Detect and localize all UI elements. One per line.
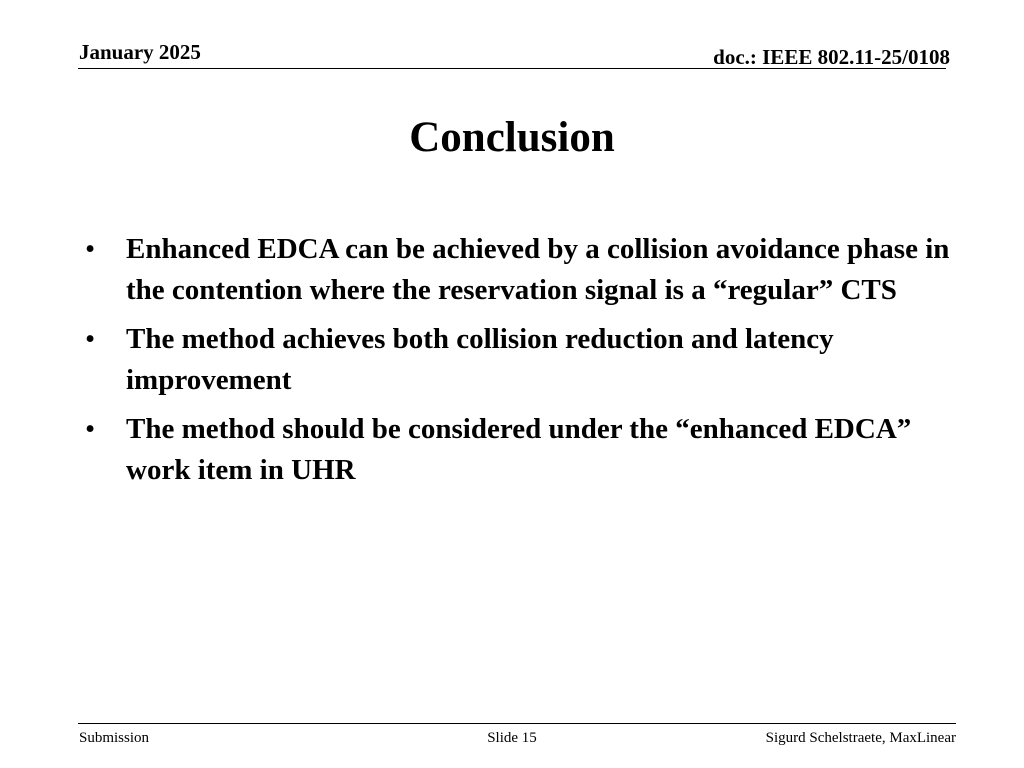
footer-slide-number: Slide 15 bbox=[487, 730, 537, 746]
bullet-text: The method should be considered under the “enhanced EDCA” work item in UHR bbox=[126, 413, 912, 486]
bullet-item bbox=[85, 409, 955, 491]
footer-submission: Submission bbox=[79, 730, 150, 746]
bullet-item bbox=[85, 319, 955, 401]
footer-author: Sigurd Schelstraete, MaxLinear bbox=[765, 730, 956, 746]
bullet-text: The method achieves both collision reduction and latency improvement bbox=[126, 323, 834, 396]
slide-title: Conclusion bbox=[409, 114, 615, 161]
bullet-dot-icon: • bbox=[85, 413, 96, 445]
header-divider bbox=[78, 68, 946, 69]
footer-divider bbox=[78, 723, 956, 724]
bullet-dot-icon: • bbox=[85, 233, 96, 265]
bullet-text: Enhanced EDCA can be achieved by a collision avoidance phase in the contention where the reservation signal is a “regular” CTS bbox=[126, 233, 950, 306]
bullet-dot-icon: • bbox=[85, 323, 96, 355]
bullet-list bbox=[85, 229, 955, 499]
header-doc-id: doc.: IEEE 802.11-25/0108 bbox=[713, 45, 950, 69]
bullet-item bbox=[85, 229, 955, 311]
header-date: January 2025 bbox=[79, 40, 201, 64]
